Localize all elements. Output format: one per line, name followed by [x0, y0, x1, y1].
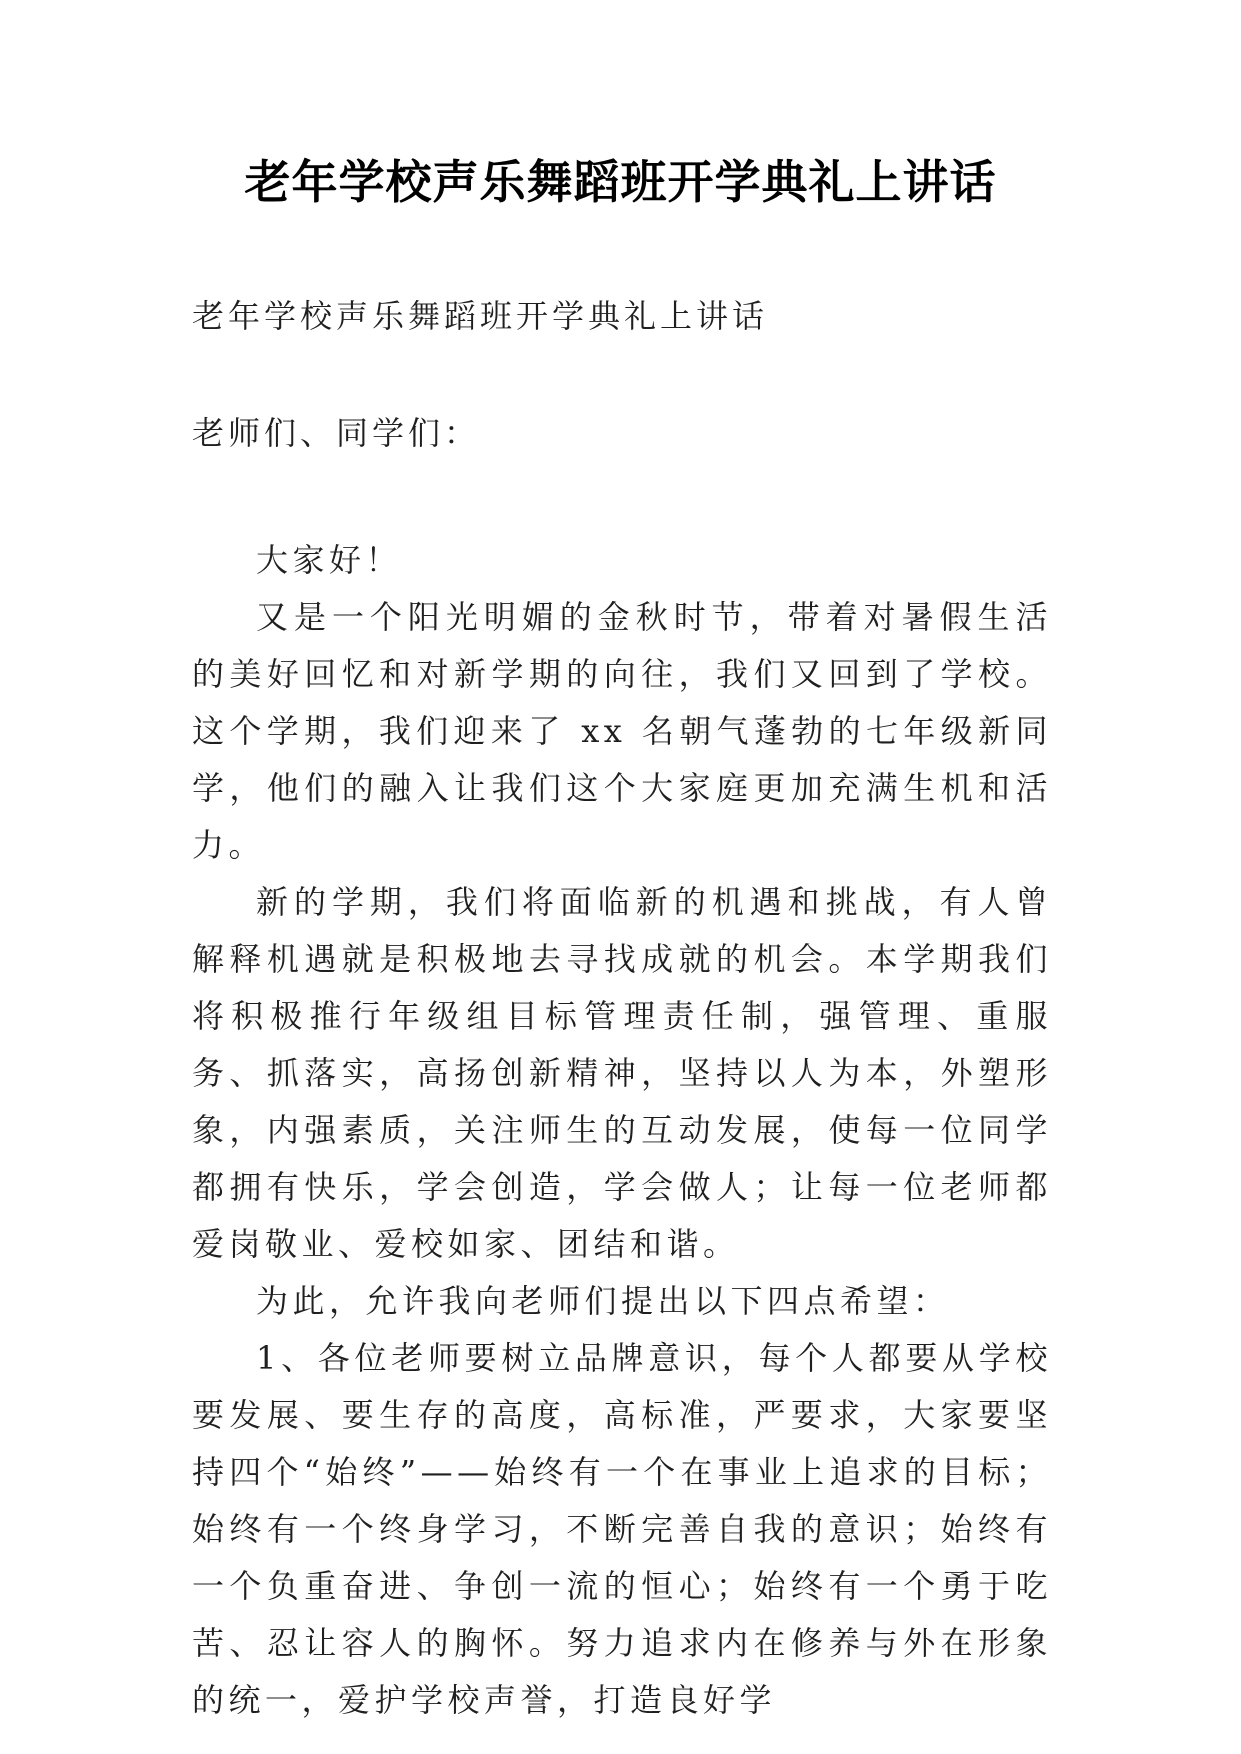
paragraph-greeting: 大家好！: [256, 541, 403, 579]
body-text: [192, 532, 1052, 1729]
paragraph-new-semester: 新的学期，我们将面临新的机遇和挑战，有人曾解释机遇就是积极地去寻找成就的机会。本学期我们将积极推行年级组目标管理责任制，强管理、重服务、抓落实，高扬创新精神，坚持以人为本，外塑形象，内强素质，关注师生的互动发展，使每一位同学都拥有快乐，学会创造，学会做人；让每一位老师都爱岗敬业、爱校如家、团结和谐。: [192, 883, 1052, 1263]
paragraph-hope-1: 1、各位老师要树立品牌意识，每个人都要从学校要发展、要生存的高度，高标准，严要求，大家要坚持四个“始终”——始终有一个在事业上追求的目标；始终有一个终身学习，不断完善自我的意识；始终有一个负重奋进、争创一流的恒心；始终有一个勇于吃苦、忍让容人的胸怀。努力追求内在修养与外在形象的统一，爱护学校声誉，打造良好学: [192, 1339, 1052, 1719]
paragraph-hopes-intro: 为此，允许我向老师们提出以下四点希望：: [256, 1282, 950, 1320]
page-title: 老年学校声乐舞蹈班开学典礼上讲话: [244, 155, 997, 209]
paragraph-intro: 又是一个阳光明媚的金秋时节，带着对暑假生活的美好回忆和对新学期的向往，我们又回到了学校。这个学期，我们迎来了 xx 名朝气蓬勃的七年级新同学，他们的融入让我们这个大家庭更加充满生机和活力。: [192, 598, 1052, 864]
document-subtitle: 老年学校声乐舞蹈班开学典礼上讲话: [192, 297, 769, 335]
salutation: 老师们、同学们：: [192, 414, 481, 452]
